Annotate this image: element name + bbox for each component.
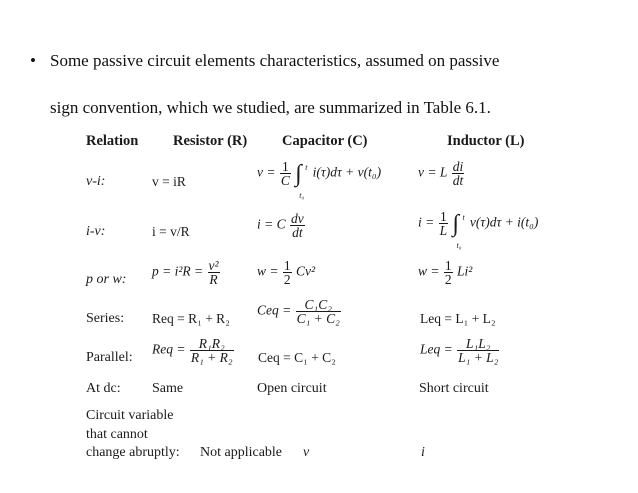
- row-label-abrupt-3: change abruptly:: [86, 445, 180, 460]
- resistor-abrupt: Not applicable: [200, 445, 283, 460]
- integral-icon: ∫ t t₀: [295, 160, 308, 200]
- capacitor-vi-equation: v = $\frac{1}{C}$ ∫ t t₀ i(τ)dτ + v(t₀): [257, 159, 382, 200]
- capacitor-series-equation: Ceq = $\frac{\text{C₁C₂}}{\text{C₁ + C₂}}$: [257, 297, 340, 326]
- intro-line-2: sign convention, which we studied, are summarized in Table 6.1.: [50, 98, 491, 117]
- inductor-dc: Short circuit: [419, 381, 489, 396]
- inductor-vi-equation: v = L $\frac{di}{dt}$: [418, 159, 464, 188]
- header-relation: Relation: [86, 133, 139, 149]
- inductor-series: Leq = L₁ + L₂: [420, 311, 496, 326]
- row-label-series: Series:: [86, 311, 125, 326]
- row-label-parallel: Parallel:: [86, 350, 133, 365]
- resistor-iv: i = v/R: [152, 224, 190, 239]
- inductor-iv-equation: i = $\frac{1}{L}$ ∫ t t₀ v(τ)dτ + i(t₀): [418, 209, 539, 250]
- resistor-parallel-equation: Req = $\frac{\text{R₁R₂}}{\text{R₁ + R₂}}$: [152, 336, 233, 365]
- resistor-series: Req = R₁ + R₂: [152, 311, 230, 326]
- resistor-vi: v = iR: [152, 174, 186, 189]
- row-label-abrupt-2: that cannot: [86, 427, 148, 442]
- header-resistor: Resistor (R): [173, 133, 248, 149]
- row-label-power: p or w:: [86, 272, 127, 287]
- capacitor-parallel: Ceq = C₁ + C₂: [258, 350, 336, 365]
- row-label-abrupt-1: Circuit variable: [86, 408, 174, 423]
- resistor-power-equation: p = i²R = $\frac{\text{v²}}{R}$: [152, 258, 219, 287]
- resistor-dc: Same: [152, 381, 184, 396]
- intro-line-1: Some passive circuit elements characteristics, assumed on passive: [50, 51, 500, 70]
- integral-icon: ∫ t t₀: [452, 210, 465, 250]
- inductor-parallel-equation: Leq = $\frac{\text{L₁L₂}}{\text{L₁ + L₂}}$: [420, 336, 499, 365]
- capacitor-power-equation: w = $\frac{1}{2}$ Cv²: [257, 258, 316, 287]
- row-label-dc: At dc:: [86, 381, 121, 396]
- capacitor-abrupt: v: [303, 445, 310, 460]
- bullet-icon: •: [30, 51, 36, 70]
- header-inductor: Inductor (L): [447, 133, 525, 149]
- header-capacitor: Capacitor (C): [282, 133, 368, 149]
- capacitor-iv-equation: i = C $\frac{dv}{dt}$: [257, 211, 304, 240]
- capacitor-dc: Open circuit: [257, 381, 327, 396]
- row-label-vi: v-i:: [86, 174, 106, 189]
- row-label-iv: i-v:: [86, 224, 106, 239]
- inductor-abrupt: i: [421, 445, 425, 460]
- inductor-power-equation: w = $\frac{1}{2}$ Li²: [418, 258, 473, 287]
